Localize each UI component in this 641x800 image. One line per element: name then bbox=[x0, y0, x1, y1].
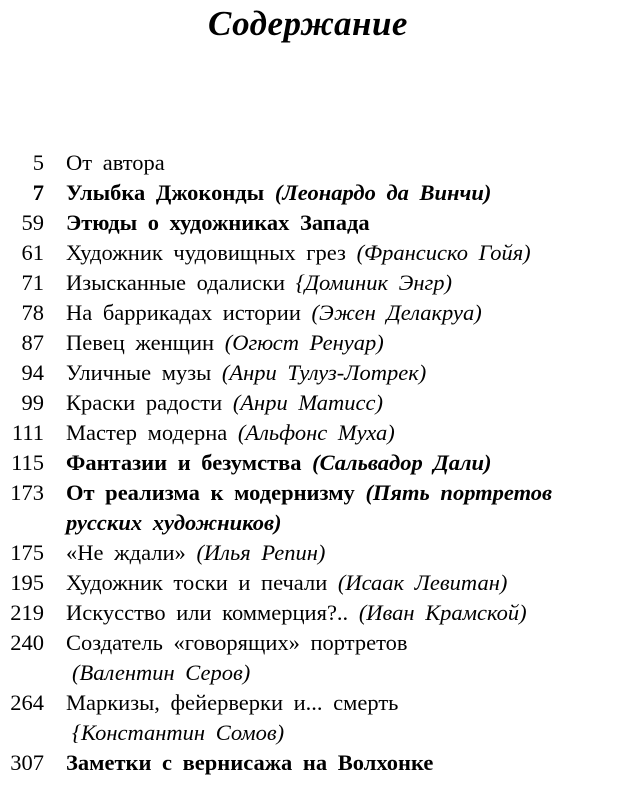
toc-entry bbox=[0, 538, 641, 568]
toc-entry-author: (Сальвадор Дали) bbox=[312, 450, 492, 475]
toc-page-number: 71 bbox=[21, 270, 44, 295]
toc-page-number: 264 bbox=[10, 690, 44, 715]
toc-entry-title: Маркизы, фейерверки и... смерть bbox=[66, 690, 399, 715]
toc-entry-author: (Иван Крамской) bbox=[358, 600, 527, 625]
toc-page-number: 94 bbox=[21, 360, 44, 385]
toc-entry-title: Мастер модерна bbox=[66, 420, 228, 445]
toc-entry-title: Уличные музы bbox=[66, 360, 212, 385]
toc-page-number: 307 bbox=[10, 750, 44, 775]
toc-entry bbox=[0, 148, 641, 178]
toc-entry bbox=[0, 598, 641, 628]
toc-page-number: 115 bbox=[11, 450, 44, 475]
toc-entry-title: Краски радости bbox=[66, 390, 223, 415]
toc-page-number: 111 bbox=[11, 420, 44, 445]
toc-entry-author: (Франсиско Гойя) bbox=[356, 240, 531, 265]
toc-entry-title: От реализма к модернизму bbox=[66, 480, 355, 505]
toc-entry-author: (Анри Матисс) bbox=[232, 390, 383, 415]
toc-entry-author: (Илья Репин) bbox=[196, 540, 326, 565]
toc-page-number: 78 bbox=[21, 300, 44, 325]
toc-entry-title: Изысканные одалиски bbox=[66, 270, 286, 295]
toc-page-number: 175 bbox=[10, 540, 44, 565]
toc-entry bbox=[0, 448, 641, 478]
toc-entry bbox=[0, 478, 641, 538]
toc-entry bbox=[0, 298, 641, 328]
toc-entry-author: (Леонардо да Винчи) bbox=[274, 180, 492, 205]
toc-entry-author: (Пять портретов bbox=[365, 480, 553, 505]
toc-entry-title: Искусство или коммерция?.. bbox=[66, 600, 349, 625]
toc-page-number: 7 bbox=[32, 180, 44, 205]
toc-page-number: 61 bbox=[21, 240, 44, 265]
toc-entry-title: Этюды о художниках Запада bbox=[66, 210, 370, 235]
toc-page-number: 99 bbox=[21, 390, 44, 415]
toc-entry bbox=[0, 628, 641, 688]
toc-entry-author: (Альфонс Муха) bbox=[237, 420, 395, 445]
toc-entry bbox=[0, 208, 641, 238]
table-of-contents bbox=[0, 148, 641, 778]
toc-entry-author: (Валентин Серов) bbox=[72, 660, 251, 685]
toc-entry-title: Певец женщин bbox=[66, 330, 215, 355]
toc-page-number: 173 bbox=[10, 480, 44, 505]
toc-entry-title: Улыбка Джоконды bbox=[66, 180, 265, 205]
toc-entry-author: {Константин Сомов) bbox=[72, 720, 285, 745]
toc-page-number: 240 bbox=[10, 630, 44, 655]
toc-entry bbox=[0, 568, 641, 598]
toc-entry-author: (Огюст Ренуар) bbox=[224, 330, 384, 355]
toc-entry bbox=[0, 388, 641, 418]
toc-entry bbox=[0, 178, 641, 208]
toc-entry-title: Фантазии и безумства bbox=[66, 450, 302, 475]
toc-entry-title: От автора bbox=[66, 150, 165, 175]
toc-entry-title: Создатель «говорящих» портретов bbox=[66, 630, 408, 655]
toc-entry-title: Заметки с вернисажа на Волхонке bbox=[66, 750, 434, 775]
toc-entry-title: На баррикадах истории bbox=[66, 300, 301, 325]
page-title: Содержание bbox=[208, 4, 408, 43]
toc-entry-title: «Не ждали» bbox=[66, 540, 186, 565]
toc-page-number: 87 bbox=[21, 330, 44, 355]
toc-entry-title: Художник чудовищных грез bbox=[66, 240, 346, 265]
toc-page-number: 219 bbox=[10, 600, 44, 625]
toc-entry bbox=[0, 268, 641, 298]
toc-page-number: 195 bbox=[10, 570, 44, 595]
toc-entry-author: {Доминик Энгр) bbox=[295, 270, 453, 295]
toc-page-number: 5 bbox=[32, 150, 44, 175]
toc-entry bbox=[0, 748, 641, 778]
toc-entry bbox=[0, 418, 641, 448]
toc-entry bbox=[0, 688, 641, 748]
toc-entry-author: (Исаак Левитан) bbox=[337, 570, 508, 595]
toc-entry-author: (Эжен Делакруа) bbox=[311, 300, 482, 325]
toc-entry-title: Художник тоски и печали bbox=[66, 570, 328, 595]
toc-entry bbox=[0, 238, 641, 268]
toc-entry-author-continued: русских художников) bbox=[66, 510, 282, 535]
toc-entry bbox=[0, 328, 641, 358]
toc-entry-author: (Анри Тулуз-Лотрек) bbox=[221, 360, 427, 385]
toc-page-number: 59 bbox=[21, 210, 44, 235]
toc-entry bbox=[0, 358, 641, 388]
